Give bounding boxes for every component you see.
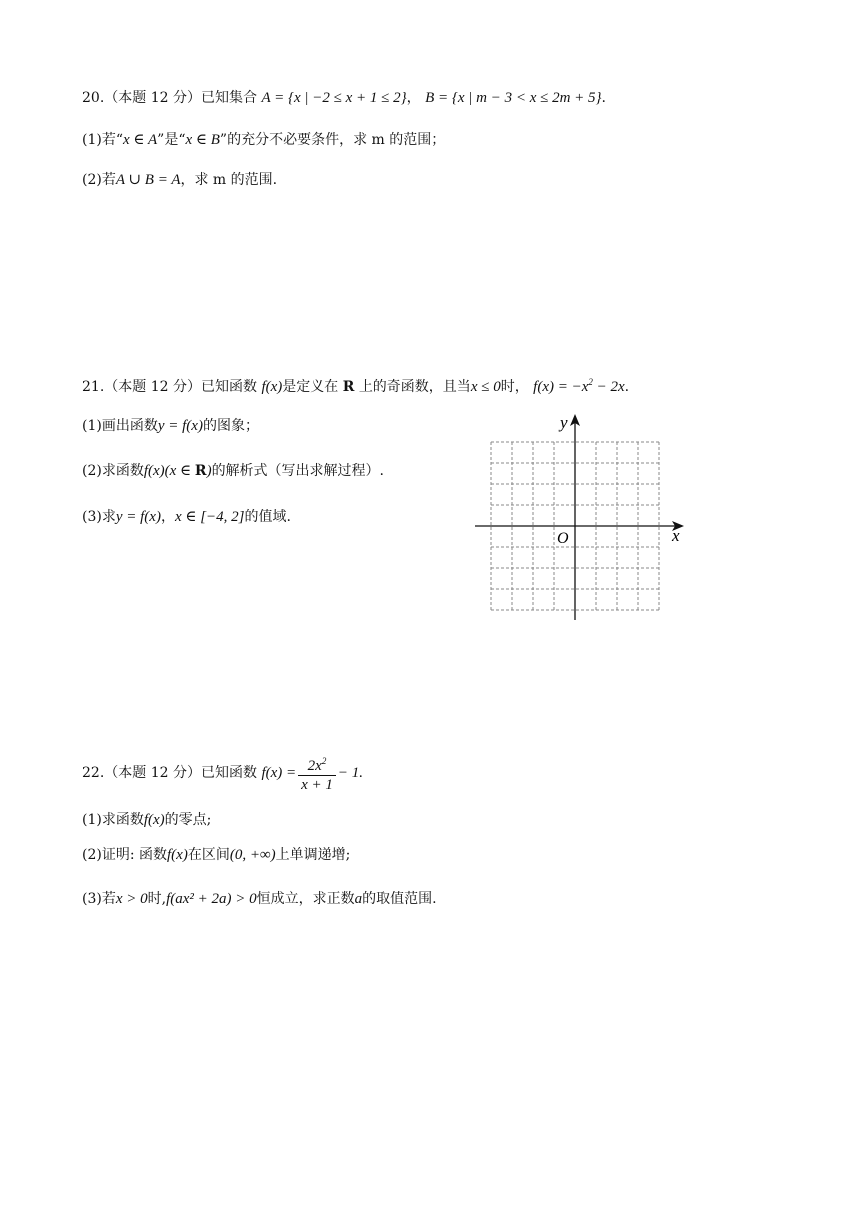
q20-part2-prefix: (2)若 (82, 172, 116, 188)
q22-part2-expr: f(x) (167, 847, 188, 863)
q22-part2 (82, 845, 350, 865)
q22-tail: − 1. (337, 765, 364, 781)
q20-part1 (82, 130, 445, 150)
q22-part2-prefix: (2)证明: 函数 (82, 847, 167, 863)
q22-number-label: 22.（本题 12 分）已知函数 (82, 765, 257, 781)
y-axis-label: y (560, 413, 568, 432)
q22-part1-expr: f(x) (143, 812, 165, 828)
q21-def-text2: 上的奇函数，且当 (358, 379, 471, 395)
q21-formula-rhs: − 2x (592, 379, 625, 395)
q20-separator: ， (406, 90, 421, 106)
q22-fraction (298, 752, 336, 794)
q22-part3-suffix: 的取值范围. (362, 891, 437, 907)
q22-denominator: x + 1 (301, 777, 333, 793)
origin-label: O (557, 530, 569, 547)
q21-part1-expr: y = f(x) (157, 418, 203, 434)
q22-part3-expr: f(ax² + 2a) > 0 (166, 891, 257, 907)
q21-def-text: 是定义在 (282, 379, 339, 395)
q20-end: . (601, 90, 606, 106)
q21-formula-exp: 2 (588, 377, 593, 387)
q20-part1-cond-b: x ∈ B (185, 132, 220, 148)
q21-stem (82, 372, 629, 397)
q21-part2-r: R (194, 463, 207, 479)
q21-part2-close: ) (206, 463, 212, 479)
q20-part1-prefix: (1)若“ (82, 132, 123, 148)
q22-part3-mid2: 恒成立，求正数 (256, 891, 355, 907)
q21-number-label: 21.（本题 12 分）已知函数 (82, 379, 257, 395)
q22-part1-suffix: 的零点; (164, 812, 212, 828)
q20-part2-suffix: ，求 m 的范围. (180, 172, 278, 188)
q20-part2 (82, 170, 277, 190)
q21-part3-expr: y = f(x) (115, 509, 161, 525)
q22-part2-mid: 在区间 (187, 847, 230, 863)
q21-def-text3: 时， (500, 379, 529, 395)
q22-part3 (82, 889, 437, 909)
q20-set-b: B = {x | m − 3 < x ≤ 2m + 5} (425, 90, 602, 106)
q20-part1-mid: ”是“ (157, 132, 186, 148)
q21-part3 (82, 507, 291, 527)
q22-part3-var: a (354, 891, 363, 907)
q20-set-a: A = {x | −2 ≤ x + 1 ≤ 2} (261, 90, 407, 106)
q22-part3-prefix: (3)若 (82, 891, 116, 907)
q20-number-label: 20.（本题 12 分）已知集合 (82, 90, 257, 106)
coordinate-grid-figure (470, 410, 690, 625)
q21-fx: f(x) (261, 379, 283, 395)
q21-cond: x ≤ 0 (470, 379, 501, 395)
q22-lhs: f(x) = (261, 765, 297, 781)
x-axis-label: x (672, 526, 680, 545)
q20-part1-suffix: ”的充分不必要条件，求 m 的范围； (219, 132, 446, 148)
q20-part2-expr: A ∪ B = A (115, 172, 181, 188)
q22-part3-mid: 时, (147, 891, 167, 907)
q22-numerator-exp: 2 (321, 756, 327, 766)
q20-stem (82, 88, 606, 108)
q21-part1 (82, 416, 259, 436)
q21-formula-lhs: f(x) = −x (533, 379, 589, 395)
q21-part3-interval: x ∈ [−4, 2] (174, 509, 245, 525)
q21-part1-prefix: (1)画出函数 (82, 418, 158, 434)
q22-part3-cond: x > 0 (115, 891, 148, 907)
q22-part2-suffix: 上单调递增; (275, 847, 351, 863)
q21-part3-sep: ， (160, 509, 175, 525)
q22-numerator (298, 752, 336, 776)
q21-formula (533, 379, 625, 395)
q22-part1-prefix: (1)求函数 (82, 812, 144, 828)
q21-part2-expr: f(x)(x ∈ (143, 463, 195, 479)
q21-part2 (82, 461, 384, 481)
q21-part3-prefix: (3)求 (82, 509, 116, 525)
q21-domain-r: R (342, 379, 355, 395)
q22-part1 (82, 810, 211, 830)
q21-part2-prefix: (2)求函数 (82, 463, 144, 479)
q20-part1-cond-a: x ∈ A (123, 132, 158, 148)
q21-part3-suffix: 的值域. (244, 509, 291, 525)
q21-part2-suffix: 的解析式（写出求解过程）. (211, 463, 385, 479)
q21-end: . (624, 379, 630, 395)
q22-part2-interval: (0, +∞) (229, 847, 276, 863)
q21-part1-suffix: 的图象； (202, 418, 259, 434)
q22-numerator-base: 2x (307, 758, 322, 774)
q22-stem (82, 752, 363, 794)
